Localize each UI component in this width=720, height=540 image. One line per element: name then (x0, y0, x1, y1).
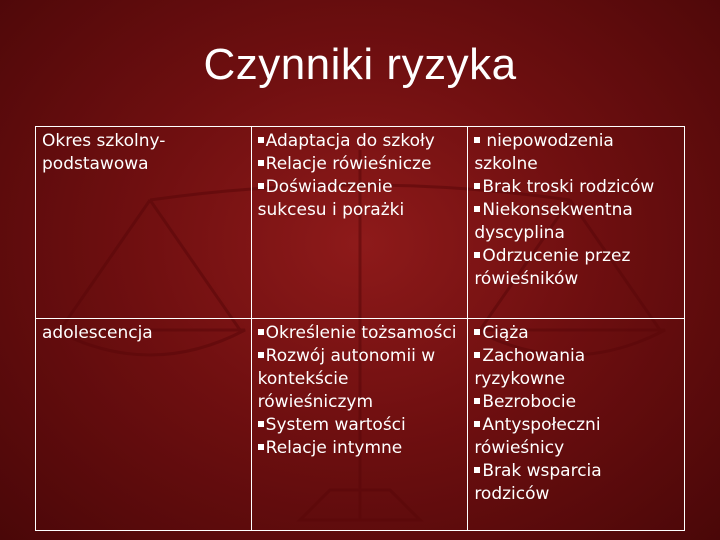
risk-factors-cell (468, 127, 685, 319)
bullet-icon (474, 421, 480, 427)
list-item: niepowodzenia szkolne (474, 131, 614, 174)
bullet-icon (474, 137, 480, 143)
list-item: Odrzucenie przez rówieśników (474, 246, 631, 289)
table-row (36, 127, 685, 319)
bullet-icon (258, 183, 264, 189)
bullet-icon (474, 183, 480, 189)
list-item: Antyspołeczni rówieśnicy (474, 415, 601, 458)
bullet-icon (258, 137, 264, 143)
list-item: Rozwój autonomii w kontekście rówieśniczym (257, 346, 436, 412)
period-cell: Okres szkolny-podstawowa (36, 127, 252, 319)
period-cell: adolescencja (36, 319, 252, 531)
risk-factors-cell (468, 319, 685, 531)
bullet-icon (258, 444, 264, 450)
bullet-icon (258, 160, 264, 166)
page-title: Czynniki ryzyka (203, 40, 517, 89)
bullet-icon (474, 206, 480, 212)
list-item: Zachowania ryzykowne (474, 346, 586, 389)
risk-factors-table (35, 126, 685, 531)
developmental-tasks-cell (251, 319, 468, 531)
list-item: Doświadczenie sukcesu i porażki (257, 177, 405, 220)
bullet-icon (258, 329, 264, 335)
bullet-icon (474, 352, 480, 358)
list-item: System wartości (258, 414, 462, 437)
bullet-icon (258, 421, 264, 427)
bullet-icon (474, 398, 480, 404)
list-item: Bezrobocie (474, 391, 678, 414)
bullet-icon (258, 352, 264, 358)
bullet-icon (474, 252, 480, 258)
list-item: Relacje intymne (258, 437, 462, 460)
list-item: Brak wsparcia rodziców (474, 461, 602, 504)
bullet-icon (474, 329, 480, 335)
bullet-icon (474, 467, 480, 473)
developmental-tasks-cell (251, 127, 468, 319)
list-item: Adaptacja do szkoły (258, 130, 462, 153)
list-item: Relacje rówieśnicze (258, 153, 462, 176)
list-item: Brak troski rodziców (474, 176, 678, 199)
list-item: Określenie tożsamości (258, 322, 462, 345)
table-row (36, 319, 685, 531)
list-item: Ciąża (474, 322, 678, 345)
list-item: Niekonsekwentna dyscyplina (474, 200, 633, 243)
